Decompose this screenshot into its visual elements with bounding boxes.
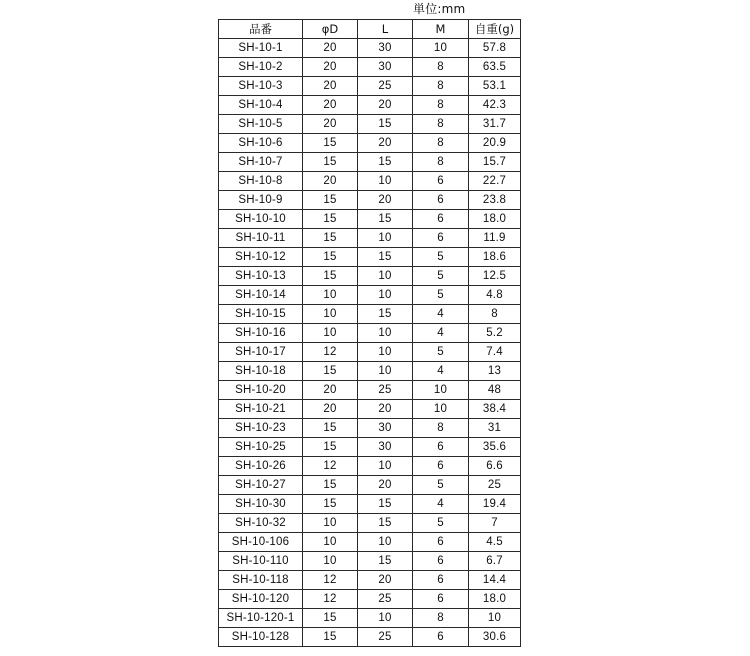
cell-diameter: 10	[303, 305, 358, 324]
table-row	[219, 191, 521, 210]
cell-diameter: 12	[303, 457, 358, 476]
table-row	[219, 362, 521, 381]
table-row	[219, 153, 521, 172]
cell-diameter: 10	[303, 324, 358, 343]
cell-length: 10	[358, 324, 413, 343]
cell-weight: 48	[469, 381, 521, 400]
cell-part-number: SH-10-21	[219, 400, 303, 419]
table-row	[219, 628, 521, 647]
cell-length: 15	[358, 514, 413, 533]
cell-part-number: SH-10-4	[219, 96, 303, 115]
table-row	[219, 609, 521, 628]
cell-weight: 14.4	[469, 571, 521, 590]
cell-part-number: SH-10-23	[219, 419, 303, 438]
table-row	[219, 58, 521, 77]
cell-part-number: SH-10-106	[219, 533, 303, 552]
cell-length: 10	[358, 267, 413, 286]
cell-weight: 4.5	[469, 533, 521, 552]
cell-diameter: 20	[303, 115, 358, 134]
cell-length: 20	[358, 400, 413, 419]
cell-part-number: SH-10-18	[219, 362, 303, 381]
cell-thread: 5	[413, 267, 469, 286]
cell-length: 20	[358, 191, 413, 210]
table-row	[219, 400, 521, 419]
cell-part-number: SH-10-17	[219, 343, 303, 362]
cell-thread: 6	[413, 229, 469, 248]
cell-diameter: 15	[303, 267, 358, 286]
cell-part-number: SH-10-128	[219, 628, 303, 647]
cell-weight: 25	[469, 476, 521, 495]
table-row	[219, 419, 521, 438]
table-row	[219, 134, 521, 153]
unit-label: 単位:mm	[413, 2, 466, 16]
header-weight: 自重(g)	[469, 20, 521, 39]
table-row	[219, 514, 521, 533]
header-diameter: φD	[303, 20, 358, 39]
table-row	[219, 457, 521, 476]
cell-length: 10	[358, 286, 413, 305]
table-row	[219, 172, 521, 191]
cell-part-number: SH-10-15	[219, 305, 303, 324]
cell-weight: 31.7	[469, 115, 521, 134]
cell-thread: 6	[413, 590, 469, 609]
table-row	[219, 39, 521, 58]
table-row	[219, 571, 521, 590]
table-row	[219, 343, 521, 362]
cell-thread: 6	[413, 571, 469, 590]
cell-length: 25	[358, 590, 413, 609]
cell-length: 10	[358, 609, 413, 628]
cell-part-number: SH-10-3	[219, 77, 303, 96]
table-row	[219, 438, 521, 457]
cell-thread: 10	[413, 381, 469, 400]
cell-weight: 18.0	[469, 590, 521, 609]
cell-weight: 10	[469, 609, 521, 628]
cell-length: 10	[358, 172, 413, 191]
cell-part-number: SH-10-10	[219, 210, 303, 229]
cell-length: 25	[358, 628, 413, 647]
cell-length: 10	[358, 362, 413, 381]
cell-length: 10	[358, 343, 413, 362]
cell-weight: 23.8	[469, 191, 521, 210]
cell-length: 10	[358, 229, 413, 248]
cell-part-number: SH-10-16	[219, 324, 303, 343]
cell-thread: 5	[413, 514, 469, 533]
table-row	[219, 305, 521, 324]
cell-thread: 6	[413, 438, 469, 457]
cell-length: 15	[358, 552, 413, 571]
cell-thread: 6	[413, 533, 469, 552]
cell-diameter: 15	[303, 419, 358, 438]
cell-thread: 10	[413, 400, 469, 419]
cell-weight: 8	[469, 305, 521, 324]
cell-thread: 8	[413, 153, 469, 172]
cell-weight: 63.5	[469, 58, 521, 77]
cell-thread: 5	[413, 248, 469, 267]
cell-length: 15	[358, 210, 413, 229]
cell-part-number: SH-10-14	[219, 286, 303, 305]
cell-length: 30	[358, 438, 413, 457]
cell-diameter: 12	[303, 343, 358, 362]
cell-thread: 4	[413, 362, 469, 381]
cell-part-number: SH-10-5	[219, 115, 303, 134]
cell-length: 25	[358, 381, 413, 400]
cell-weight: 35.6	[469, 438, 521, 457]
cell-length: 30	[358, 419, 413, 438]
cell-weight: 12.5	[469, 267, 521, 286]
cell-thread: 8	[413, 77, 469, 96]
cell-length: 15	[358, 305, 413, 324]
cell-weight: 31	[469, 419, 521, 438]
table-row	[219, 381, 521, 400]
spec-table	[218, 19, 521, 647]
cell-part-number: SH-10-32	[219, 514, 303, 533]
cell-diameter: 15	[303, 210, 358, 229]
cell-thread: 10	[413, 39, 469, 58]
cell-thread: 6	[413, 552, 469, 571]
header-part-number: 品番	[219, 20, 303, 39]
cell-thread: 5	[413, 476, 469, 495]
cell-diameter: 20	[303, 400, 358, 419]
header-length: L	[358, 20, 413, 39]
cell-weight: 30.6	[469, 628, 521, 647]
table-row	[219, 552, 521, 571]
table-row	[219, 495, 521, 514]
cell-thread: 6	[413, 457, 469, 476]
cell-length: 30	[358, 58, 413, 77]
cell-thread: 6	[413, 210, 469, 229]
cell-part-number: SH-10-26	[219, 457, 303, 476]
table-row	[219, 324, 521, 343]
cell-length: 20	[358, 134, 413, 153]
cell-thread: 8	[413, 419, 469, 438]
cell-thread: 6	[413, 628, 469, 647]
cell-part-number: SH-10-27	[219, 476, 303, 495]
cell-weight: 38.4	[469, 400, 521, 419]
cell-thread: 8	[413, 609, 469, 628]
cell-weight: 5.2	[469, 324, 521, 343]
cell-diameter: 15	[303, 476, 358, 495]
cell-diameter: 20	[303, 381, 358, 400]
cell-thread: 8	[413, 96, 469, 115]
cell-weight: 19.4	[469, 495, 521, 514]
cell-weight: 57.8	[469, 39, 521, 58]
cell-diameter: 10	[303, 552, 358, 571]
cell-length: 15	[358, 115, 413, 134]
cell-diameter: 10	[303, 286, 358, 305]
cell-part-number: SH-10-120-1	[219, 609, 303, 628]
cell-thread: 4	[413, 305, 469, 324]
cell-diameter: 12	[303, 571, 358, 590]
table-row	[219, 210, 521, 229]
cell-weight: 42.3	[469, 96, 521, 115]
cell-part-number: SH-10-25	[219, 438, 303, 457]
cell-length: 15	[358, 248, 413, 267]
cell-length: 30	[358, 39, 413, 58]
cell-part-number: SH-10-120	[219, 590, 303, 609]
cell-thread: 6	[413, 191, 469, 210]
table-row	[219, 267, 521, 286]
table-row	[219, 286, 521, 305]
cell-part-number: SH-10-9	[219, 191, 303, 210]
cell-diameter: 20	[303, 58, 358, 77]
cell-diameter: 20	[303, 77, 358, 96]
cell-length: 20	[358, 571, 413, 590]
cell-diameter: 10	[303, 533, 358, 552]
cell-diameter: 20	[303, 39, 358, 58]
cell-diameter: 15	[303, 248, 358, 267]
cell-thread: 6	[413, 172, 469, 191]
table-row	[219, 96, 521, 115]
table-header-row	[219, 20, 521, 39]
cell-length: 15	[358, 495, 413, 514]
cell-length: 10	[358, 457, 413, 476]
cell-diameter: 15	[303, 628, 358, 647]
cell-weight: 18.0	[469, 210, 521, 229]
cell-weight: 11.9	[469, 229, 521, 248]
cell-diameter: 15	[303, 362, 358, 381]
cell-diameter: 10	[303, 514, 358, 533]
cell-part-number: SH-10-11	[219, 229, 303, 248]
cell-diameter: 12	[303, 590, 358, 609]
cell-part-number: SH-10-12	[219, 248, 303, 267]
cell-diameter: 20	[303, 172, 358, 191]
cell-part-number: SH-10-1	[219, 39, 303, 58]
table-row	[219, 476, 521, 495]
cell-thread: 5	[413, 286, 469, 305]
table-row	[219, 229, 521, 248]
cell-thread: 8	[413, 115, 469, 134]
cell-thread: 4	[413, 495, 469, 514]
cell-length: 20	[358, 476, 413, 495]
cell-part-number: SH-10-30	[219, 495, 303, 514]
header-thread: M	[413, 20, 469, 39]
cell-diameter: 15	[303, 609, 358, 628]
cell-thread: 8	[413, 58, 469, 77]
cell-diameter: 15	[303, 438, 358, 457]
cell-diameter: 15	[303, 229, 358, 248]
cell-part-number: SH-10-13	[219, 267, 303, 286]
cell-part-number: SH-10-6	[219, 134, 303, 153]
cell-part-number: SH-10-118	[219, 571, 303, 590]
cell-weight: 15.7	[469, 153, 521, 172]
cell-thread: 8	[413, 134, 469, 153]
table-body	[219, 39, 521, 647]
cell-diameter: 15	[303, 134, 358, 153]
cell-diameter: 15	[303, 495, 358, 514]
cell-weight: 20.9	[469, 134, 521, 153]
cell-length: 20	[358, 96, 413, 115]
cell-length: 15	[358, 153, 413, 172]
cell-length: 25	[358, 77, 413, 96]
cell-part-number: SH-10-7	[219, 153, 303, 172]
cell-weight: 7.4	[469, 343, 521, 362]
cell-thread: 4	[413, 324, 469, 343]
cell-weight: 13	[469, 362, 521, 381]
table-row	[219, 77, 521, 96]
cell-part-number: SH-10-8	[219, 172, 303, 191]
cell-diameter: 15	[303, 153, 358, 172]
cell-thread: 5	[413, 343, 469, 362]
cell-weight: 7	[469, 514, 521, 533]
cell-weight: 18.6	[469, 248, 521, 267]
table-row	[219, 533, 521, 552]
table-row	[219, 248, 521, 267]
cell-weight: 53.1	[469, 77, 521, 96]
cell-weight: 22.7	[469, 172, 521, 191]
cell-part-number: SH-10-20	[219, 381, 303, 400]
cell-diameter: 20	[303, 96, 358, 115]
cell-diameter: 15	[303, 191, 358, 210]
table-row	[219, 115, 521, 134]
cell-weight: 4.8	[469, 286, 521, 305]
cell-length: 10	[358, 533, 413, 552]
cell-weight: 6.7	[469, 552, 521, 571]
cell-part-number: SH-10-2	[219, 58, 303, 77]
table-row	[219, 590, 521, 609]
cell-part-number: SH-10-110	[219, 552, 303, 571]
cell-weight: 6.6	[469, 457, 521, 476]
